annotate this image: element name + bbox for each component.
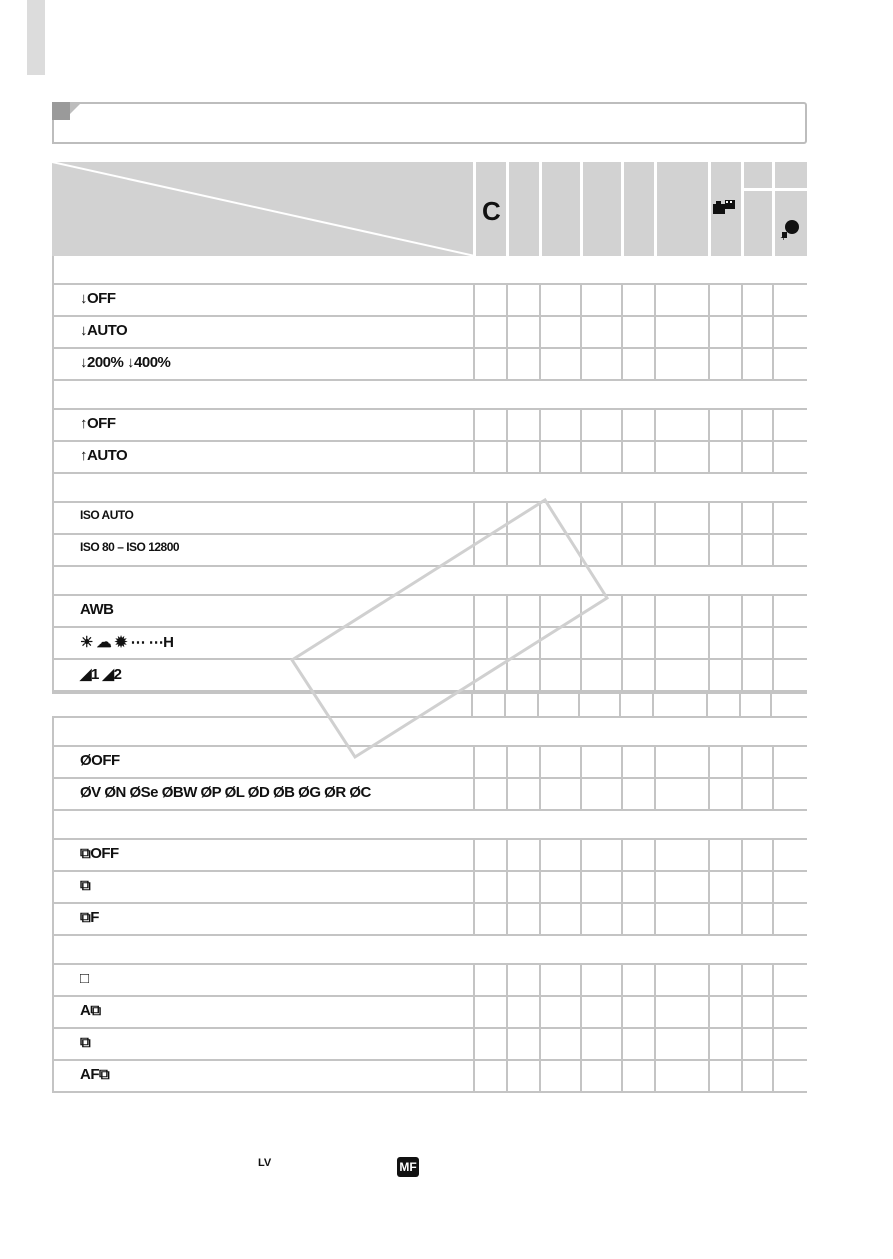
table-section-2 (52, 381, 807, 474)
row-label: ⧉OFF (80, 845, 119, 862)
table-cell (708, 349, 710, 379)
table-cell (741, 628, 743, 658)
table-cell (580, 535, 582, 565)
table-cell (772, 872, 774, 902)
row-label: ↓OFF (80, 290, 116, 307)
title-square-icon (52, 102, 70, 120)
table-cell (621, 317, 623, 347)
table-cell (741, 660, 743, 690)
table-cell (580, 904, 582, 934)
table-cell (473, 965, 475, 995)
table-cell (473, 1029, 475, 1059)
table-cell (772, 317, 774, 347)
table-cell (708, 442, 710, 472)
table-cell (473, 628, 475, 658)
table-row (54, 870, 807, 902)
table-section-6 (52, 811, 807, 936)
table-cell (473, 660, 475, 690)
table-cell (741, 965, 743, 995)
table-cell (654, 596, 656, 626)
table-cell (708, 840, 710, 870)
table-cell (741, 747, 743, 777)
table-cell (506, 1061, 508, 1091)
table-cell (772, 535, 774, 565)
table-cell (741, 997, 743, 1027)
table-cell (506, 535, 508, 565)
table-cell (473, 285, 475, 315)
table-cell (772, 840, 774, 870)
table-section-7 (52, 936, 807, 1093)
table-cell (580, 872, 582, 902)
table-cell (772, 410, 774, 440)
table-row (54, 1027, 807, 1059)
table-row (54, 594, 807, 626)
table-cell (473, 410, 475, 440)
table-cell (580, 1029, 582, 1059)
table-cell (506, 285, 508, 315)
row-label: A⧉ (80, 1002, 101, 1019)
row-label: ØOFF (80, 752, 120, 769)
camera-video-icon (712, 198, 736, 216)
table-cell (506, 349, 508, 379)
table-cell (621, 840, 623, 870)
table-cell (772, 503, 774, 533)
table-cell (708, 596, 710, 626)
table-cell (772, 285, 774, 315)
table-cell (621, 628, 623, 658)
table-cell (654, 628, 656, 658)
table-cell (621, 1061, 623, 1091)
table-row (54, 501, 807, 533)
table-cell (654, 285, 656, 315)
row-label: ⧉ (80, 1034, 91, 1051)
table-row (54, 347, 807, 381)
table-cell (772, 1061, 774, 1091)
table-row (54, 626, 807, 658)
row-label: ↓AUTO (80, 322, 128, 339)
table-cell (539, 1061, 541, 1091)
table-cell (706, 694, 708, 716)
table-cell (772, 997, 774, 1027)
table-cell (539, 596, 541, 626)
table-row (54, 777, 807, 811)
table-cell (621, 410, 623, 440)
table-cell (741, 285, 743, 315)
table-cell (506, 965, 508, 995)
table-cell (504, 694, 506, 716)
table-cell (708, 747, 710, 777)
table-cell (539, 660, 541, 690)
table-cell (621, 535, 623, 565)
table-cell (621, 442, 623, 472)
table-cell (654, 503, 656, 533)
table-cell (741, 410, 743, 440)
table-cell (580, 840, 582, 870)
table-row (54, 283, 807, 315)
table-cell (506, 317, 508, 347)
table-cell (539, 997, 541, 1027)
table-cell (654, 904, 656, 934)
table-cell (708, 965, 710, 995)
row-label: ⧉F (80, 909, 99, 926)
table-cell (741, 840, 743, 870)
table-section-1 (52, 256, 807, 381)
table-cell (473, 904, 475, 934)
table-cell (471, 694, 473, 716)
table-cell (654, 997, 656, 1027)
table-cell (654, 1061, 656, 1091)
table-cell (772, 747, 774, 777)
header-diagonal (52, 162, 475, 256)
table-cell (708, 997, 710, 1027)
table-cell (473, 779, 475, 809)
table-cell (539, 747, 541, 777)
table-cell (580, 779, 582, 809)
table-cell (772, 660, 774, 690)
table-cell (770, 694, 772, 716)
table-cell (654, 442, 656, 472)
table-header (52, 162, 807, 256)
table-row (54, 902, 807, 936)
table-cell (473, 997, 475, 1027)
table-cell (741, 535, 743, 565)
function-table (52, 162, 807, 1093)
row-label: AWB (80, 601, 114, 618)
table-cell (580, 503, 582, 533)
table-row (54, 745, 807, 777)
row-label: ☀ ☁ ✹ ⋯ ⋯H (80, 634, 174, 651)
table-cell (772, 965, 774, 995)
table-cell (580, 660, 582, 690)
table-cell (621, 779, 623, 809)
table-cell (708, 779, 710, 809)
table-cell (708, 1061, 710, 1091)
table-row (54, 1059, 807, 1093)
table-cell (741, 317, 743, 347)
table-section-3 (52, 474, 807, 567)
table-cell (473, 747, 475, 777)
table-cell (580, 317, 582, 347)
handheld-night-icon (778, 218, 802, 240)
table-cell (580, 410, 582, 440)
row-label: AF⧉ (80, 1066, 110, 1083)
table-cell (741, 904, 743, 934)
table-cell (506, 872, 508, 902)
table-cell (741, 442, 743, 472)
table-cell (506, 596, 508, 626)
table-row (54, 533, 807, 567)
table-cell (539, 840, 541, 870)
table-cell (654, 840, 656, 870)
table-cell (539, 965, 541, 995)
table-cell (772, 349, 774, 379)
table-cell (741, 596, 743, 626)
page-corner-tab (27, 0, 45, 75)
table-cell (580, 628, 582, 658)
table-cell (506, 442, 508, 472)
table-cell (621, 503, 623, 533)
table-cell (539, 779, 541, 809)
table-cell (654, 317, 656, 347)
table-cell (654, 660, 656, 690)
table-cell (473, 596, 475, 626)
table-cell (619, 694, 621, 716)
footer (0, 1155, 893, 1185)
table-cell (580, 349, 582, 379)
table-cell (539, 285, 541, 315)
table-cell (506, 1029, 508, 1059)
section-title-bar (52, 102, 807, 144)
table-cell (654, 779, 656, 809)
table-cell (772, 904, 774, 934)
table-cell (621, 285, 623, 315)
table-cell (708, 285, 710, 315)
table-row (54, 658, 807, 692)
table-cell (652, 694, 654, 716)
lv-continuous-icon: LV (258, 1157, 272, 1169)
table-cell (708, 535, 710, 565)
table-cell (506, 840, 508, 870)
table-row (54, 995, 807, 1027)
table-cell (654, 747, 656, 777)
table-cell (506, 503, 508, 533)
table-cell (741, 503, 743, 533)
table-cell (772, 442, 774, 472)
table-row (54, 408, 807, 440)
table-cell (539, 1029, 541, 1059)
table-cell (621, 596, 623, 626)
mf-icon: MF (397, 1157, 419, 1177)
row-label: ↑AUTO (80, 447, 128, 464)
table-cell (621, 1029, 623, 1059)
table-cell (506, 997, 508, 1027)
table-cell (739, 694, 741, 716)
table-cell (506, 904, 508, 934)
table-cell (473, 503, 475, 533)
table-cell (580, 442, 582, 472)
table-cell (772, 628, 774, 658)
table-cell (741, 349, 743, 379)
table-cell (708, 628, 710, 658)
table-cell (580, 285, 582, 315)
table-cell (708, 503, 710, 533)
table-cell (708, 660, 710, 690)
table-cell (580, 1061, 582, 1091)
table-cell (708, 904, 710, 934)
table-cell (506, 660, 508, 690)
table-cell (621, 349, 623, 379)
table-cell (580, 747, 582, 777)
table-cell (473, 442, 475, 472)
table-cell (539, 628, 541, 658)
table-cell (654, 872, 656, 902)
table-cell (708, 317, 710, 347)
table-cell (741, 779, 743, 809)
table-cell (654, 410, 656, 440)
table-cell (506, 628, 508, 658)
table-cell (621, 965, 623, 995)
table-cell (621, 747, 623, 777)
table-cell (741, 872, 743, 902)
table-cell (772, 1029, 774, 1059)
row-label: ⧉ (80, 877, 91, 894)
row-label: ØV ØN ØSe ØBW ØP ØL ØD ØB ØG ØR ØC (80, 784, 371, 801)
table-cell (654, 349, 656, 379)
table-cell (539, 503, 541, 533)
table-cell (621, 872, 623, 902)
table-cell (539, 872, 541, 902)
table-cell (708, 410, 710, 440)
table-cell (539, 535, 541, 565)
row-label: ISO 80 – ISO 12800 (80, 540, 180, 554)
svg-text:+: + (780, 233, 787, 240)
table-row (54, 838, 807, 870)
table-cell (580, 997, 582, 1027)
table-cell (621, 660, 623, 690)
table-cell (537, 694, 539, 716)
table-cell (539, 904, 541, 934)
row-label: ISO AUTO (80, 508, 134, 522)
table-cell (473, 840, 475, 870)
table-row (54, 315, 807, 347)
table-cell (708, 872, 710, 902)
table-cell (506, 410, 508, 440)
table-cell (473, 872, 475, 902)
table-cell (473, 1061, 475, 1091)
row-label: ◢1 ◢2 (80, 666, 122, 683)
table-cell (506, 779, 508, 809)
table-cell (654, 965, 656, 995)
table-cell (473, 535, 475, 565)
table-cell (506, 747, 508, 777)
table-cell (621, 997, 623, 1027)
row-label: □ (80, 970, 89, 987)
table-cell (578, 694, 580, 716)
table-cell (473, 349, 475, 379)
table-cell (539, 410, 541, 440)
table-cell (580, 965, 582, 995)
table-cell (772, 779, 774, 809)
title-notch (70, 102, 82, 114)
column-c-label: C (482, 196, 501, 226)
table-row (54, 963, 807, 995)
table-cell (580, 596, 582, 626)
table-cell (741, 1029, 743, 1059)
table-cell (539, 349, 541, 379)
table-cell (473, 317, 475, 347)
table-cell (539, 317, 541, 347)
table-cell (708, 1029, 710, 1059)
row-label: ↓200% ↓400% (80, 354, 171, 371)
table-cell (654, 535, 656, 565)
row-label: ↑OFF (80, 415, 116, 432)
table-row-plain (52, 692, 807, 718)
table-cell (621, 904, 623, 934)
table-cell (539, 442, 541, 472)
table-section-4 (52, 567, 807, 692)
table-row (54, 440, 807, 474)
table-cell (741, 1061, 743, 1091)
table-section-5 (52, 718, 807, 811)
table-cell (654, 1029, 656, 1059)
table-cell (772, 596, 774, 626)
